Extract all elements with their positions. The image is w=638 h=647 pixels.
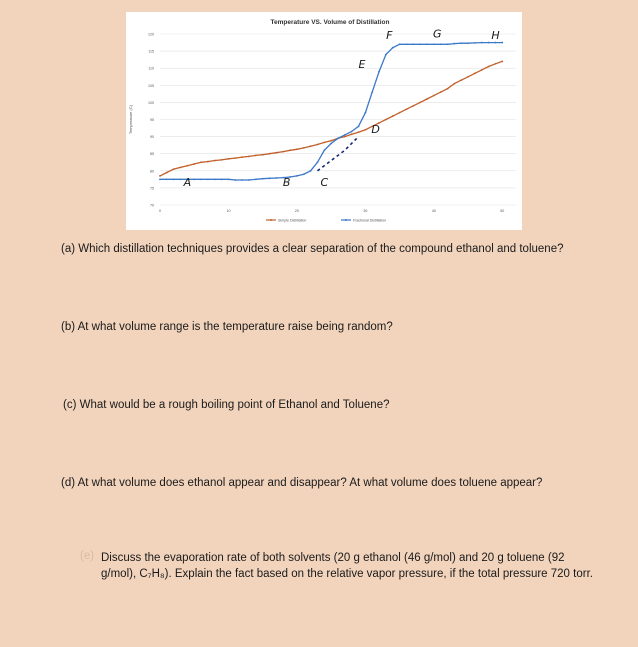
annotation-h: H	[491, 29, 500, 43]
question-c: (c) What would be a rough boiling point of Ethanol and Toluene?	[63, 399, 390, 411]
data-point	[419, 102, 421, 104]
data-point	[433, 95, 435, 97]
data-point	[467, 76, 469, 78]
data-point	[317, 161, 319, 163]
data-point	[481, 69, 483, 71]
x-tick-label: 40	[431, 209, 436, 213]
annotation-c: C	[320, 176, 329, 190]
x-tick-label: 20	[294, 209, 299, 213]
y-tick-label: 85	[150, 152, 154, 157]
question-e-number: (e)	[80, 550, 95, 562]
annotation-a: A	[183, 176, 192, 190]
data-point	[330, 140, 332, 142]
annotation-g: G	[433, 27, 442, 41]
data-point	[296, 148, 298, 150]
annotation-d: D	[371, 123, 380, 137]
data-point	[399, 112, 401, 114]
x-tick-label: 10	[226, 209, 231, 213]
data-point	[474, 72, 476, 74]
data-point	[447, 88, 449, 90]
data-point	[303, 147, 305, 149]
data-point	[200, 161, 202, 163]
data-point	[440, 43, 442, 45]
data-point	[228, 158, 230, 160]
y-tick-label: 120	[148, 32, 154, 37]
data-point	[166, 172, 168, 174]
data-point	[501, 60, 503, 62]
data-point	[419, 43, 421, 45]
legend-label: Simple Distillation	[278, 218, 307, 223]
chart-title: Temperature VS. Volume of Distillation	[270, 19, 390, 26]
annotation-b: B	[282, 176, 291, 190]
legend-marker	[345, 219, 347, 221]
data-point	[453, 83, 455, 85]
data-point	[275, 177, 277, 179]
data-point	[166, 178, 168, 180]
data-point	[234, 179, 236, 181]
data-point	[406, 43, 408, 45]
data-point	[310, 170, 312, 172]
data-point	[241, 156, 243, 158]
data-point	[488, 66, 490, 68]
data-point	[371, 91, 373, 93]
data-point	[207, 161, 209, 163]
data-point	[173, 178, 175, 180]
data-point	[248, 179, 250, 181]
y-tick-label: 95	[150, 118, 154, 122]
data-point	[228, 178, 230, 180]
data-point	[173, 168, 175, 170]
question-a: (a) Which distillation techniques provides a clear separation of the compound ethanol and toluene?	[61, 243, 564, 255]
data-point	[317, 144, 319, 146]
series-line-fractional	[160, 43, 502, 180]
data-point	[262, 178, 264, 180]
y-axis-label: Temperature (C)	[128, 104, 133, 135]
data-point	[296, 175, 298, 177]
distillation-chart	[126, 12, 522, 230]
data-point	[364, 112, 366, 114]
data-point	[344, 136, 346, 138]
data-point	[406, 108, 408, 110]
legend-label: Fractional Distillation	[353, 218, 387, 223]
x-tick-label: 30	[363, 209, 368, 213]
data-point	[310, 145, 312, 147]
data-point	[440, 91, 442, 93]
data-point	[412, 43, 414, 45]
data-point	[214, 160, 216, 162]
x-tick-label: 0	[159, 209, 161, 213]
data-point	[488, 42, 490, 44]
annotation-f: F	[386, 29, 393, 43]
data-point	[433, 43, 435, 45]
data-point	[351, 133, 353, 135]
data-point	[399, 43, 401, 45]
question-b: (b) At what volume range is the temperature raise being random?	[61, 321, 393, 333]
legend-marker	[270, 219, 272, 221]
data-point	[481, 42, 483, 44]
data-point	[330, 143, 332, 145]
data-point	[269, 153, 271, 155]
y-tick-label: 75	[150, 186, 154, 191]
data-point	[474, 42, 476, 44]
data-point	[501, 42, 503, 44]
data-point	[412, 105, 414, 107]
data-point	[262, 154, 264, 156]
y-tick-label: 80	[150, 169, 154, 174]
data-point	[186, 165, 188, 167]
data-point	[248, 156, 250, 158]
data-point	[495, 63, 497, 65]
y-tick-label: 90	[150, 135, 154, 140]
data-point	[193, 178, 195, 180]
data-point	[214, 178, 216, 180]
data-point	[453, 43, 455, 45]
data-point	[255, 178, 257, 180]
data-point	[234, 157, 236, 159]
data-point	[193, 163, 195, 165]
data-point	[275, 152, 277, 154]
data-point	[358, 125, 360, 127]
data-point	[392, 115, 394, 117]
data-point	[364, 129, 366, 131]
y-tick-label: 115	[148, 49, 154, 54]
question-d: (d) At what volume does ethanol appear and disappear? At what volume does toluene appear?	[61, 477, 543, 489]
data-point	[344, 134, 346, 136]
data-point	[323, 149, 325, 151]
data-point	[180, 178, 182, 180]
data-point	[289, 149, 291, 151]
data-point	[207, 178, 209, 180]
data-point	[282, 151, 284, 153]
data-point	[303, 173, 305, 175]
question-e: Discuss the evaporation rate of both solvents (20 g ethanol (46 g/mol) and 20 g toluene (92 g/mol), C₇H₈). Explain the fact based on the relative vapor pressure, if the total pressure 720 torr.	[101, 552, 593, 580]
data-point	[200, 178, 202, 180]
data-point	[269, 177, 271, 179]
chart-panel	[126, 12, 522, 230]
data-point	[180, 166, 182, 168]
y-tick-label: 100	[148, 100, 154, 105]
data-point	[241, 179, 243, 181]
data-point	[467, 42, 469, 44]
data-point	[392, 47, 394, 49]
data-point	[221, 178, 223, 180]
data-point	[460, 42, 462, 44]
data-point	[460, 79, 462, 81]
series-line-simple	[160, 61, 502, 175]
data-point	[378, 71, 380, 73]
data-point	[447, 43, 449, 45]
data-point	[385, 119, 387, 121]
y-tick-label: 105	[148, 83, 154, 88]
data-point	[351, 131, 353, 133]
data-point	[426, 43, 428, 45]
data-point	[358, 131, 360, 133]
data-point	[159, 175, 161, 177]
data-point	[159, 178, 161, 180]
x-tick-label: 50	[500, 209, 505, 213]
data-point	[255, 155, 257, 157]
y-tick-label: 70	[150, 203, 154, 208]
y-tick-label: 110	[148, 66, 154, 71]
data-point	[337, 137, 339, 139]
annotation-e: E	[358, 58, 366, 72]
data-point	[221, 159, 223, 161]
data-point	[323, 142, 325, 144]
data-point	[385, 54, 387, 56]
data-point	[426, 98, 428, 100]
